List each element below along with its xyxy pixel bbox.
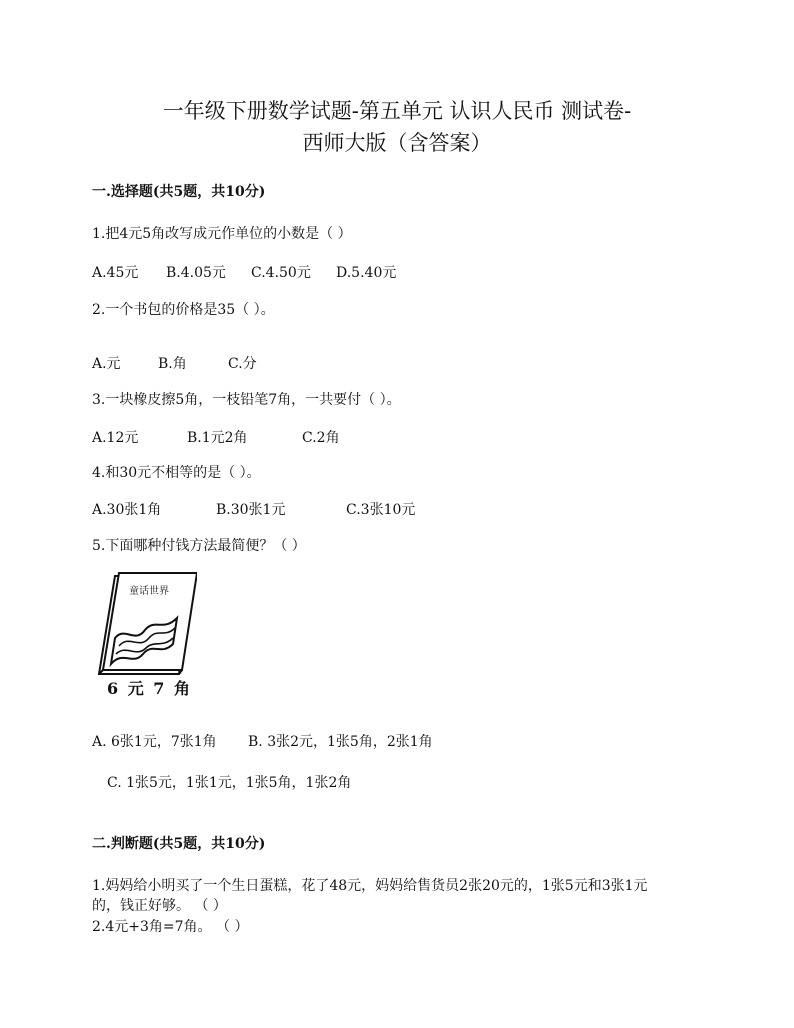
question-1-option-d: D.5.40元 [336, 265, 397, 281]
title-line-1: 一年级下册数学试题-第五单元 认识人民币 测试卷- [162, 99, 632, 123]
question-2-option-a: A.元 [92, 356, 121, 372]
judge-question-2: 2.4元+3角=7角。 （ ） [92, 919, 249, 935]
question-3-stem: 3.一块橡皮擦5角，一枝铅笔7角，一共要付（ ）。 [92, 392, 401, 408]
title-line-2: 西师大版（含答案） [302, 131, 492, 155]
section-heading-choice: 一.选择题(共5题，共10分) [92, 184, 266, 200]
question-3-option-a: A.12元 [92, 430, 139, 446]
book-price: 6 元 7 角 [107, 679, 192, 698]
question-4-option-a: A.30张1角 [92, 502, 162, 518]
book-title: 童话世界 [129, 586, 169, 597]
question-5-option-a: A. 6张1元，7张1角 [92, 734, 217, 750]
question-3-option-c: C.2角 [302, 430, 340, 446]
question-2-option-c: C.分 [228, 356, 257, 372]
question-1-stem: 1.把4元5角改写成元作单位的小数是（ ） [92, 226, 352, 242]
question-1-option-c: C.4.50元 [251, 265, 311, 281]
question-1-option-a: A.45元 [92, 265, 139, 281]
question-5-option-c: C. 1张5元，1张1元，1张5角，1张2角 [107, 775, 352, 791]
judge-question-1-line-2: 的，钱正好够。 （ ） [92, 898, 227, 914]
question-2-option-b: B.角 [158, 356, 187, 372]
question-2-stem: 2.一个书包的价格是35（ ）。 [92, 302, 275, 318]
question-4-option-c: C.3张10元 [346, 502, 416, 518]
question-4-stem: 4.和30元不相等的是（ ）。 [92, 465, 261, 481]
question-1-option-b: B.4.05元 [166, 265, 226, 281]
question-5-stem: 5.下面哪种付钱方法最简便？（ ） [92, 538, 306, 554]
question-3-option-b: B.1元2角 [187, 430, 248, 446]
section-heading-judge: 二.判断题(共5题，共10分) [92, 836, 266, 852]
question-5-option-b: B. 3张2元，1张5角，2张1角 [248, 734, 433, 750]
judge-question-1-line-1: 1.妈妈给小明买了一个生日蛋糕，花了48元，妈妈给售货员2张20元的，1张5元和3张1元 [92, 878, 648, 894]
question-4-option-b: B.30张1元 [216, 502, 286, 518]
